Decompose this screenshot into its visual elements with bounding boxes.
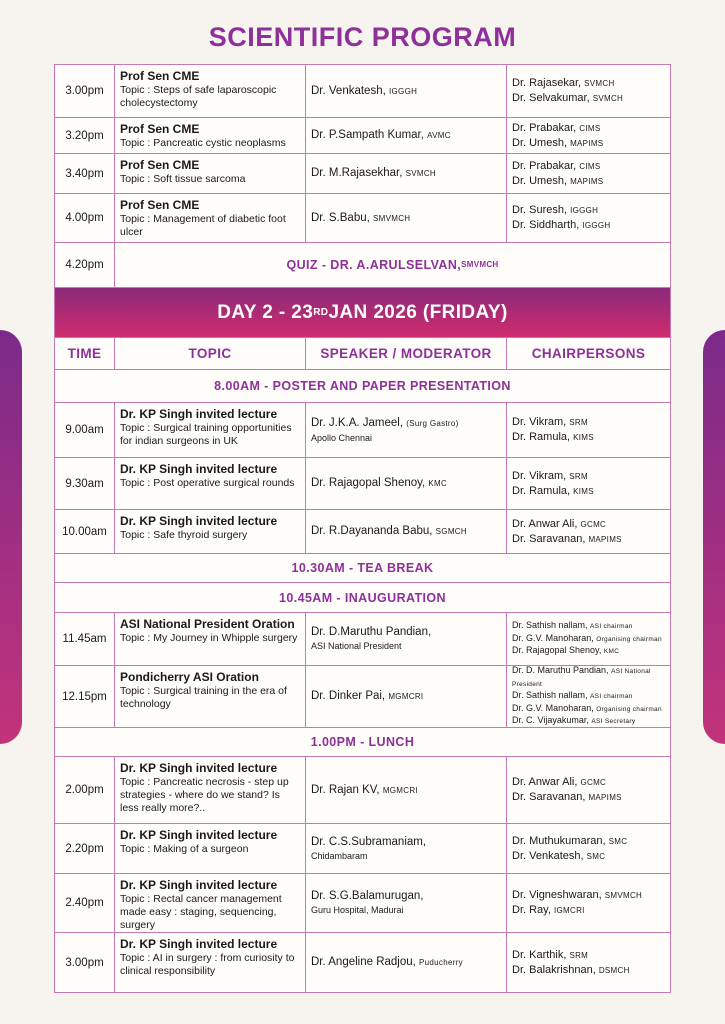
session-time: 11.45am	[55, 613, 115, 665]
chairperson: Dr. Venkatesh, SMC	[512, 849, 606, 862]
speaker-affiliation-line: Guru Hospital, Madurai	[311, 905, 404, 915]
speaker-affiliation: AVMC	[427, 131, 451, 140]
speaker-name: Dr. S.Babu, SMVMCH	[311, 211, 411, 224]
lecture-title: Dr. KP Singh invited lecture	[120, 514, 278, 528]
chairperson: Dr. Anwar Ali, GCMC	[512, 776, 607, 788]
header-speaker: SPEAKER / MODERATOR	[306, 338, 507, 369]
chair-affiliation: SRM	[569, 950, 589, 960]
chairpersons-cell	[507, 118, 670, 153]
session-time: 10.00am	[55, 510, 115, 553]
speaker-cell	[306, 65, 507, 117]
session-topic	[115, 403, 306, 457]
chair-affiliation: SMC	[586, 851, 606, 861]
topic-text: Topic : Post operative surgical rounds	[120, 477, 295, 489]
lecture-title: Dr. KP Singh invited lecture	[120, 761, 278, 775]
speaker-name: Dr. R.Dayananda Babu, SGMCH	[311, 525, 467, 537]
chairpersons-cell	[507, 458, 670, 509]
chair-affiliation: SMVMCH	[604, 891, 643, 900]
chair-affiliation: ASI National President	[512, 668, 651, 688]
chairperson: Dr. Ramula, KIMS	[512, 484, 594, 497]
topic-text: Topic : Rectal cancer management made easy : staging, sequencing, surgery	[120, 893, 282, 931]
chair-affiliation: IGGGH	[582, 221, 611, 230]
session-topic	[115, 874, 306, 932]
chairperson: Dr. Sathish nallam, ASI chairman	[512, 690, 633, 701]
lecture-title: Prof Sen CME	[120, 69, 200, 83]
topic-text: Topic : Safe thyroid surgery	[120, 529, 248, 541]
chairpersons-cell	[507, 874, 670, 932]
speaker-affiliation: MGMCRI	[388, 692, 424, 701]
chairperson: Dr. Vikram, SRM	[512, 469, 588, 482]
session-time: 3.00pm	[55, 65, 115, 117]
speaker-affiliation: SGMCH	[435, 527, 467, 536]
chairperson: Dr. Umesh, MAPIMS	[512, 174, 604, 187]
chair-affiliation: KMC	[603, 648, 620, 656]
chairperson: Dr. Balakrishnan, DSMCH	[512, 963, 630, 976]
speaker-name: Dr. D.Maruthu Pandian,	[311, 626, 432, 638]
quiz-row	[55, 243, 670, 288]
session-row	[55, 757, 670, 824]
right-decorative-tab	[703, 330, 725, 744]
chair-affiliation: KIMS	[573, 486, 594, 496]
topic-text: Topic : AI in surgery : from curiosity to clinical responsibility	[120, 952, 295, 977]
speaker-name: Dr. C.S.Subramaniam,	[311, 835, 427, 848]
chairperson: Dr. Sathish nallam, ASI chairman	[512, 620, 633, 631]
speaker-cell	[306, 613, 507, 665]
speaker-cell	[306, 154, 507, 193]
chairperson: Dr. Muthukumaran, SMC	[512, 834, 628, 847]
chair-affiliation: MAPIMS	[588, 534, 622, 544]
chair-affiliation: ASI chairman	[590, 693, 633, 701]
session-row	[55, 510, 670, 554]
chairperson: Dr. Selvakumar, SVMCH	[512, 92, 624, 104]
topic-text: Topic : Pancreatic necrosis - step up strategies - where do we stand? Is less really more?..	[120, 776, 289, 814]
session-time: 3.20pm	[55, 118, 115, 153]
chairpersons-cell	[507, 65, 670, 117]
program-table	[54, 64, 671, 993]
chair-affiliation: Organising chairman	[596, 635, 662, 643]
chairperson: Dr. Karthik, SRM	[512, 948, 589, 961]
session-time: 2.00pm	[55, 757, 115, 823]
lecture-title: Prof Sen CME	[120, 122, 200, 136]
speaker-affiliation: KMC	[428, 479, 448, 488]
session-time: 3.00pm	[55, 933, 115, 992]
chairperson: Dr. Rajasekar, SVMCH	[512, 77, 615, 89]
speaker-cell	[306, 933, 507, 992]
session-topic	[115, 65, 306, 117]
chairpersons-cell	[507, 666, 670, 727]
chairpersons-cell	[507, 824, 670, 873]
session-row	[55, 118, 670, 154]
lecture-title: Dr. KP Singh invited lecture	[120, 462, 278, 476]
quiz-text: QUIZ - DR. A.ARULSELVAN, SMVMCH	[286, 258, 499, 272]
left-decorative-tab	[0, 330, 22, 744]
chairpersons-cell	[507, 194, 670, 242]
chairperson: Dr. Ray, IGMCRI	[512, 904, 585, 916]
chairperson: Dr. Vigneshwaran, SMVMCH	[512, 889, 643, 901]
chair-affiliation: IGGGH	[570, 206, 599, 215]
speaker-name: Dr. Rajan KV, MGMCRI	[311, 783, 418, 796]
speaker-cell	[306, 874, 507, 932]
chairpersons-cell	[507, 154, 670, 193]
topic-text: Topic : Surgical training opportunities for indian surgeons in UK	[120, 422, 292, 447]
chair-affiliation: SMC	[608, 836, 628, 846]
session-time: 3.40pm	[55, 154, 115, 193]
session-topic	[115, 824, 306, 873]
session-row	[55, 613, 670, 666]
lecture-title: Prof Sen CME	[120, 198, 200, 212]
session-topic	[115, 666, 306, 727]
session-topic	[115, 154, 306, 193]
session-row	[55, 933, 670, 993]
chairperson: Dr. Suresh, IGGGH	[512, 204, 599, 216]
session-time: 9.30am	[55, 458, 115, 509]
speaker-name: Dr. P.Sampath Kumar, AVMC	[311, 129, 451, 141]
column-headers	[55, 338, 670, 370]
inauguration-row	[55, 583, 670, 613]
session-topic	[115, 510, 306, 553]
session-row	[55, 666, 670, 728]
chairperson: Dr. G.V. Manoharan, Organising chairman	[512, 632, 662, 643]
lecture-title: Dr. KP Singh invited lecture	[120, 828, 278, 842]
session-row	[55, 64, 670, 118]
chair-affiliation: ASI chairman	[590, 623, 633, 631]
topic-text: Topic : Steps of safe laparoscopic cholecystectomy	[120, 84, 277, 109]
chair-affiliation: CIMS	[579, 123, 601, 133]
quiz-time: 4.20pm	[55, 243, 115, 287]
chair-affiliation: IGMCRI	[553, 906, 585, 915]
chairperson: Dr. G.V. Manoharan, Organising chairman	[512, 702, 662, 713]
speaker-name: Dr. Rajagopal Shenoy, KMC	[311, 477, 448, 489]
chair-affiliation: SVMCH	[592, 94, 624, 103]
tea-row-text: 10.30AM - TEA BREAK	[291, 561, 434, 575]
session-row	[55, 824, 670, 874]
chairperson: Dr. Vikram, SRM	[512, 416, 588, 428]
chairperson: Dr. C. Vijayakumar, ASI Secretary	[512, 715, 636, 726]
session-topic	[115, 933, 306, 992]
lecture-title: Dr. KP Singh invited lecture	[120, 878, 278, 892]
chair-affiliation: KIMS	[573, 433, 594, 442]
speaker-cell	[306, 824, 507, 873]
poster-row	[55, 370, 670, 403]
day-banner: DAY 2 - 23 RD JAN 2026 (FRIDAY)	[55, 288, 670, 338]
chairpersons-cell	[507, 403, 670, 457]
chair-affiliation: MAPIMS	[570, 176, 604, 186]
speaker-cell	[306, 510, 507, 553]
session-time: 2.20pm	[55, 824, 115, 873]
header-time: TIME	[55, 338, 115, 369]
lecture-title: Pondicherry ASI Oration	[120, 670, 259, 684]
speaker-affiliation: Puducherry	[419, 958, 463, 967]
chairpersons-cell	[507, 933, 670, 992]
session-row	[55, 154, 670, 194]
tea-row	[55, 554, 670, 583]
session-topic	[115, 613, 306, 665]
day-banner-sup: RD	[313, 307, 329, 318]
chairpersons-cell	[507, 510, 670, 553]
lunch-row	[55, 728, 670, 757]
chair-affiliation: SVMCH	[584, 79, 615, 88]
speaker-name: Dr. Venkatesh, IGGGH	[311, 84, 418, 97]
chairperson: Dr. Umesh, MAPIMS	[512, 136, 604, 149]
session-time: 12.15pm	[55, 666, 115, 727]
topic-text: Topic : Making of a surgeon	[120, 843, 249, 855]
session-topic	[115, 194, 306, 242]
chairpersons-cell	[507, 757, 670, 823]
chair-affiliation: SRM	[569, 471, 588, 481]
speaker-affiliation: (Surg Gastro)	[406, 418, 459, 428]
lecture-title: Dr. KP Singh invited lecture	[120, 407, 278, 421]
chairperson: Dr. Siddharth, IGGGH	[512, 219, 611, 231]
speaker-name: Dr. M.Rajasekhar, SVMCH	[311, 167, 436, 179]
chairperson: Dr. Rajagopal Shenoy, KMC	[512, 645, 620, 656]
topic-text: Topic : Management of diabetic foot ulcer	[120, 213, 286, 238]
speaker-affiliation: SMVMCH	[373, 213, 411, 223]
speaker-name: Dr. S.G.Balamurugan,	[311, 890, 424, 902]
session-time: 2.40pm	[55, 874, 115, 932]
chair-affiliation: CIMS	[579, 161, 601, 171]
speaker-affiliation-line: Apollo Chennai	[311, 432, 373, 443]
inauguration-row-text: 10.45AM - INAUGURATION	[279, 590, 446, 605]
page-title: SCIENTIFIC PROGRAM	[208, 22, 517, 52]
header-chair: CHAIRPERSONS	[531, 345, 646, 361]
speaker-cell	[306, 118, 507, 153]
lunch-row-text: 1.00PM - LUNCH	[310, 735, 415, 749]
chairperson: Dr. Anwar Ali, GCMC	[512, 517, 607, 530]
chairpersons-cell	[507, 613, 670, 665]
speaker-cell	[306, 458, 507, 509]
speaker-name: Dr. Dinker Pai, MGMCRI	[311, 690, 424, 702]
chairperson: Dr. Ramula, KIMS	[512, 431, 594, 443]
poster-row-text: 8.00AM - POSTER AND PAPER PRESENTATION	[214, 379, 511, 393]
speaker-cell	[306, 403, 507, 457]
lecture-title: ASI National President Oration	[120, 617, 295, 631]
speaker-name: Dr. Angeline Radjou, Puducherry	[311, 956, 463, 968]
chairperson: Dr. Prabakar, CIMS	[512, 159, 601, 172]
chair-affiliation: MAPIMS	[570, 138, 604, 148]
speaker-cell	[306, 666, 507, 727]
chair-affiliation: MAPIMS	[588, 793, 622, 802]
topic-text: Topic : Soft tissue sarcoma	[120, 173, 246, 185]
session-topic	[115, 458, 306, 509]
chair-affiliation: Organising chairman	[596, 705, 662, 713]
session-topic	[115, 118, 306, 153]
chair-affiliation: DSMCH	[598, 965, 630, 975]
speaker-affiliation: SVMCH	[405, 169, 436, 178]
speaker-affiliation-line: Chidambaram	[311, 850, 368, 861]
speaker-affiliation: IGGGH	[389, 86, 418, 96]
chair-affiliation: GCMC	[580, 519, 607, 529]
session-topic	[115, 757, 306, 823]
topic-text: Topic : My Journey in Whipple surgery	[120, 632, 298, 644]
session-time: 4.00pm	[55, 194, 115, 242]
speaker-affiliation: MGMCRI	[382, 785, 418, 795]
chairperson: Dr. Saravanan, MAPIMS	[512, 532, 622, 545]
header-topic: TOPIC	[115, 338, 306, 369]
speaker-affiliation-line: ASI National President	[311, 641, 402, 651]
lecture-title: Prof Sen CME	[120, 158, 200, 172]
lecture-title: Dr. KP Singh invited lecture	[120, 937, 278, 951]
chair-affiliation: ASI Secretary	[591, 718, 636, 726]
session-row	[55, 194, 670, 243]
chair-affiliation: GCMC	[580, 778, 607, 787]
speaker-name: Dr. J.K.A. Jameel, (Surg Gastro)	[311, 416, 459, 429]
session-time: 9.00am	[55, 403, 115, 457]
chair-affiliation: SRM	[569, 418, 588, 427]
chairperson: Dr. D. Maruthu Pandian, ASI National President	[512, 665, 651, 688]
session-row	[55, 874, 670, 933]
speaker-cell	[306, 757, 507, 823]
speaker-cell	[306, 194, 507, 242]
chairperson: Dr. Prabakar, CIMS	[512, 121, 601, 134]
quiz-affiliation: SMVMCH	[461, 260, 499, 269]
topic-text: Topic : Pancreatic cystic neoplasms	[120, 137, 286, 149]
topic-text: Topic : Surgical training in the era of technology	[120, 685, 287, 710]
session-row	[55, 403, 670, 458]
session-row	[55, 458, 670, 510]
chairperson: Dr. Saravanan, MAPIMS	[512, 791, 622, 803]
